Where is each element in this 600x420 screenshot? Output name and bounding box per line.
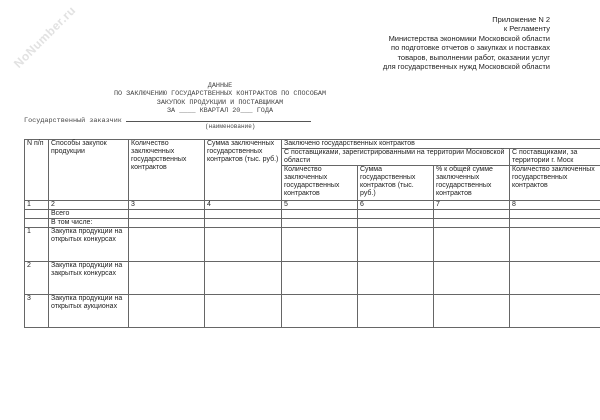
watermark: NoNumber.ru xyxy=(10,3,79,71)
customer-field xyxy=(24,115,311,125)
header-sum: Сумма заключенных государственных контрактов (тыс. руб.) xyxy=(205,140,282,201)
row-method: Закупка продукции на закрытых конкурсах xyxy=(49,262,129,295)
column-numbers-row xyxy=(25,201,600,210)
document-title xyxy=(60,82,380,115)
header-count: Количество заключенных государственных контрактов xyxy=(129,140,205,201)
appendix-note xyxy=(383,15,550,71)
including-row xyxy=(25,219,600,228)
appendix-line: Министерства экономики Московской области xyxy=(388,33,550,43)
row-number: 1 xyxy=(25,228,49,262)
header-col6: Сумма государственных контрактов (тыс. руб.) xyxy=(358,166,434,201)
header-col8: Количество заключенных государственных контрактов xyxy=(510,166,600,201)
row-number: 2 xyxy=(25,262,49,295)
header-mo-suppliers: С поставщиками, зарегистрированными на территории Московской области xyxy=(282,149,510,166)
header-num: N п/п xyxy=(25,140,49,201)
header-col7: % к общей сумме заключенных государственных контрактов xyxy=(434,166,510,201)
appendix-line: Приложение N 2 xyxy=(492,15,550,24)
customer-label: Государственный заказчик xyxy=(24,117,122,125)
col-number: 6 xyxy=(358,201,434,210)
header-col5: Количество заключенных государственных контрактов xyxy=(282,166,358,201)
title-line: ДАННЫЕ xyxy=(207,82,233,90)
contracts-table xyxy=(24,139,600,328)
header-moscow-suppliers: С поставщиками, за территории г. Моск xyxy=(510,149,600,166)
appendix-line: по подготовке отчетов о закупках и поставках xyxy=(391,43,550,53)
title-line: ПО ЗАКЛЮЧЕНИЮ ГОСУДАРСТВЕННЫХ КОНТРАКТОВ ПО СПОСОБАМ xyxy=(113,90,327,99)
customer-hint: (наименование) xyxy=(205,123,256,130)
col-number: 1 xyxy=(25,201,49,210)
title-line: ЗА ____ КВАРТАЛ 20___ ГОДА xyxy=(166,106,274,115)
total-label: Всего xyxy=(49,210,129,219)
table-row xyxy=(25,228,600,262)
appendix-line: для государственных нужд Московской области xyxy=(382,62,550,72)
table-row xyxy=(25,295,600,328)
header-concluded: Заключено государственных контрактов xyxy=(282,140,600,149)
appendix-line: товаров, выполнении работ, оказании услуг xyxy=(397,52,550,62)
col-number: 4 xyxy=(205,201,282,210)
col-number: 5 xyxy=(282,201,358,210)
customer-blank xyxy=(126,115,311,122)
row-number: 3 xyxy=(25,295,49,328)
title-line: ЗАКУПОК ПРОДУКЦИИ И ПОСТАВЩИКАМ xyxy=(156,98,284,107)
col-number: 8 xyxy=(510,201,600,210)
row-method: Закупка продукции на открытых конкурсах xyxy=(49,228,129,262)
table-row xyxy=(25,262,600,295)
col-number: 3 xyxy=(129,201,205,210)
appendix-line: к Регламенту xyxy=(503,24,550,34)
row-method: Закупка продукции на открытых аукционах xyxy=(49,295,129,328)
col-number: 7 xyxy=(434,201,510,210)
col-number: 2 xyxy=(49,201,129,210)
including-label: В том числе: xyxy=(49,219,129,228)
total-row xyxy=(25,210,600,219)
header-method: Способы закупок продукции xyxy=(49,140,129,201)
